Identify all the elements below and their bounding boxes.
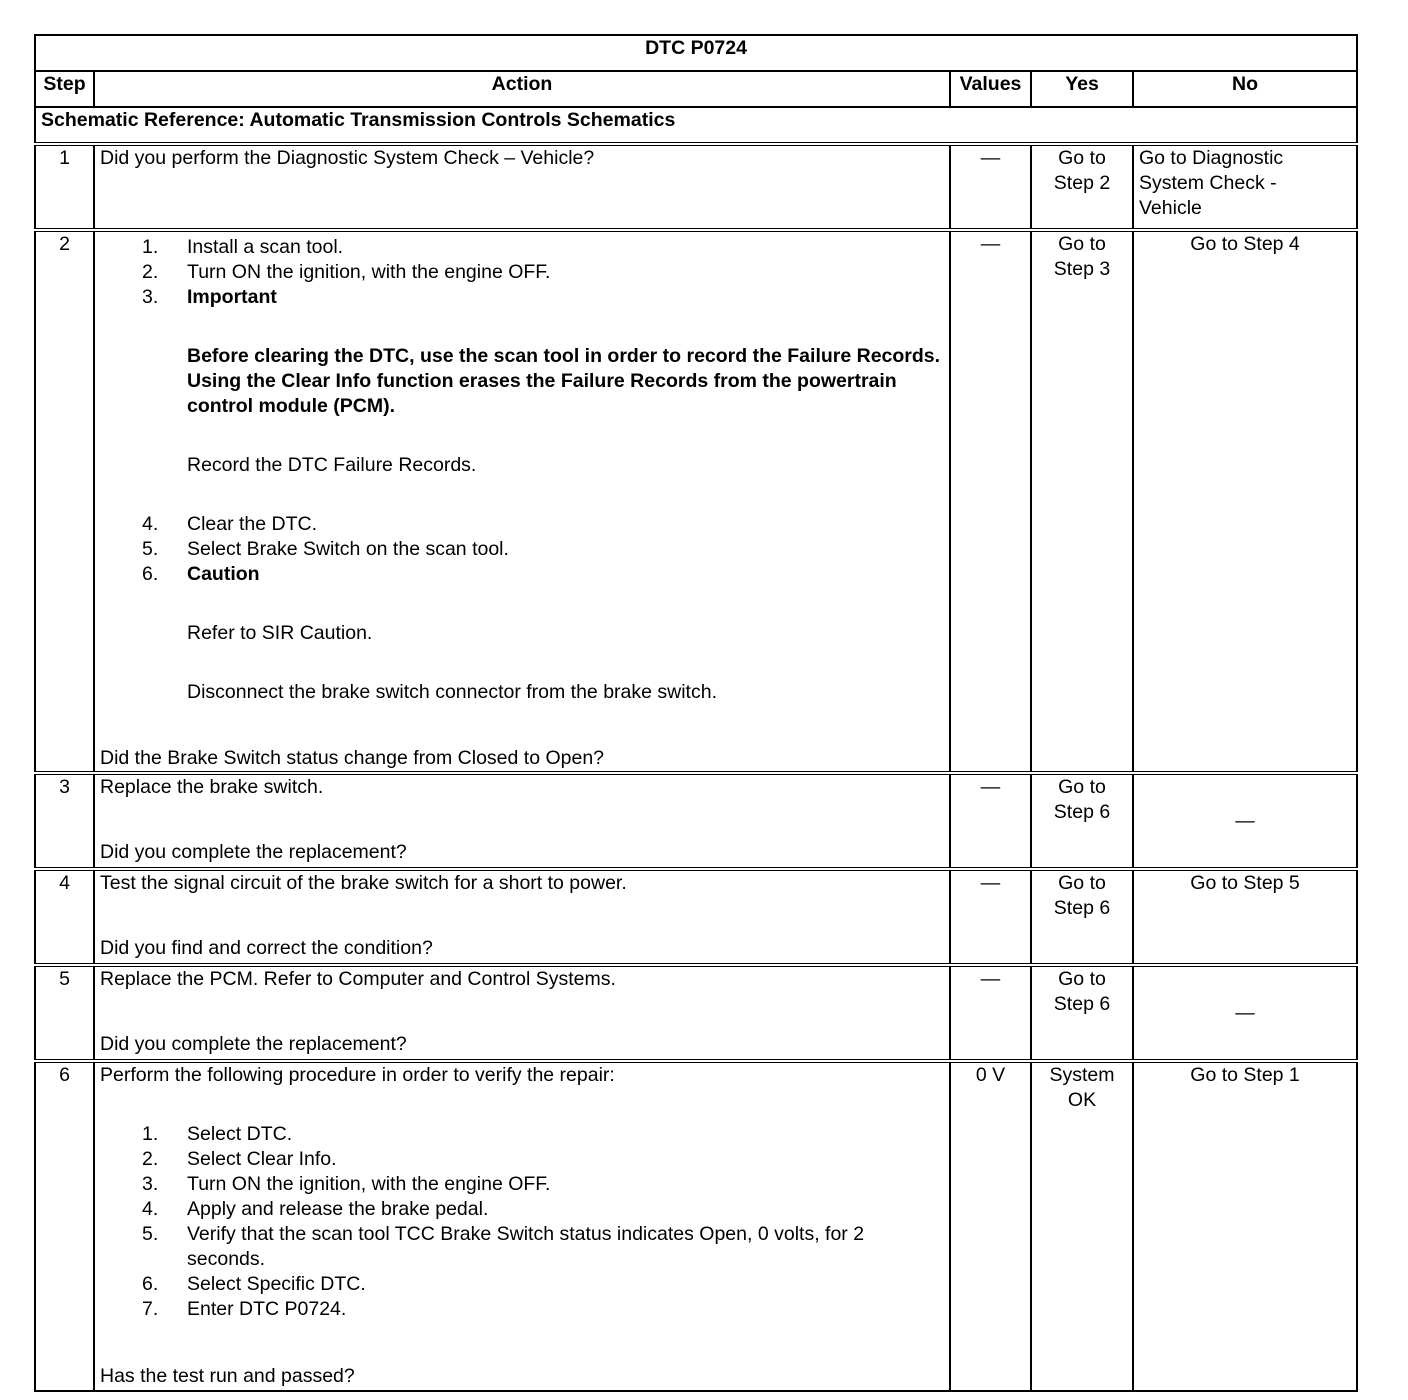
step-values: —	[950, 144, 1031, 230]
yes-link-text: Go to Step 3	[1053, 233, 1111, 280]
step-number: 6	[35, 1061, 94, 1391]
schematic-reference: Schematic Reference: Automatic Transmission Controls Schematics	[35, 107, 1357, 144]
step-yes	[1031, 965, 1133, 1061]
step-instruction: Replace the brake switch.	[100, 776, 324, 798]
step-action	[94, 869, 950, 965]
caution-note: Refer to SIR Caution.	[187, 622, 373, 644]
step-number: 2	[35, 230, 94, 773]
list-item: 6. Caution	[142, 563, 260, 585]
step-no	[1133, 144, 1357, 230]
list-item: 7. Enter DTC P0724.	[142, 1298, 347, 1320]
list-item: 3. Important	[142, 286, 277, 308]
step-values: —	[950, 230, 1031, 773]
list-item: 3. Turn ON the ignition, with the engine OFF.	[142, 1173, 551, 1195]
step-number: 5	[35, 965, 94, 1061]
dtc-table	[34, 34, 1358, 1392]
yes-link-text: System OK	[1049, 1064, 1115, 1111]
step-values: —	[950, 965, 1031, 1061]
table-row	[35, 965, 1357, 1061]
table-title: DTC P0724	[35, 35, 1357, 71]
list-item: 6. Select Specific DTC.	[142, 1273, 366, 1295]
table-row	[35, 869, 1357, 965]
header-yes: Yes	[1031, 71, 1133, 107]
step-yes	[1031, 230, 1133, 773]
list-item: 4. Apply and release the brake pedal.	[142, 1198, 489, 1220]
step-no: —	[1133, 773, 1357, 869]
yes-link-text: Go to Step 6	[1053, 872, 1111, 919]
step-instruction: Replace the PCM. Refer to Computer and Control Systems.	[100, 968, 616, 990]
no-link-text: Go to Diagnostic System Check - Vehicle	[1139, 147, 1284, 219]
list-item: 2. Select Clear Info.	[142, 1148, 337, 1170]
list-item: 5. Verify that the scan tool TCC Brake Switch status indicates Open, 0 volts, for 2 seconds.	[142, 1223, 865, 1270]
list-item: 1. Select DTC.	[142, 1123, 293, 1145]
header-action: Action	[94, 71, 950, 107]
step-instruction: Test the signal circuit of the brake switch for a short to power.	[100, 872, 627, 894]
step-number: 3	[35, 773, 94, 869]
step-values: —	[950, 869, 1031, 965]
step-values: 0 V	[950, 1061, 1031, 1391]
header-no: No	[1133, 71, 1357, 107]
list-item: 1. Install a scan tool.	[142, 236, 344, 258]
disconnect-text: Disconnect the brake switch connector from the brake switch.	[187, 681, 717, 703]
step-question: Has the test run and passed?	[100, 1365, 355, 1387]
step-values: —	[950, 773, 1031, 869]
header-step: Step	[35, 71, 94, 107]
step-no: Go to Step 4	[1133, 230, 1357, 773]
step-yes	[1031, 1061, 1133, 1391]
header-values: Values	[950, 71, 1031, 107]
list-item: 2. Turn ON the ignition, with the engine OFF.	[142, 261, 551, 283]
step-yes	[1031, 144, 1133, 230]
table-row	[35, 773, 1357, 869]
list-item: 5. Select Brake Switch on the scan tool.	[142, 538, 509, 560]
step-yes	[1031, 869, 1133, 965]
step-action	[94, 965, 950, 1061]
step-question: Did you complete the replacement?	[100, 1033, 407, 1055]
step-yes	[1031, 773, 1133, 869]
yes-link-text: Go to Step 6	[1053, 776, 1111, 823]
table-row	[35, 144, 1357, 230]
step-number: 1	[35, 144, 94, 230]
step-no: —	[1133, 965, 1357, 1061]
step-question: Did you find and correct the condition?	[100, 937, 433, 959]
yes-link-text: Go to Step 2	[1053, 147, 1111, 194]
step-question: Did you perform the Diagnostic System Check – Vehicle?	[100, 147, 595, 169]
important-note: Before clearing the DTC, use the scan tool in order to record the Failure Records. Using the Clear Info function erases the Failure Records from the powertrain control module (PCM).	[187, 345, 941, 417]
list-item: 4. Clear the DTC.	[142, 513, 318, 535]
step-question: Did the Brake Switch status change from Closed to Open?	[100, 747, 605, 769]
step-question: Did you complete the replacement?	[100, 841, 407, 863]
step-action	[94, 1061, 950, 1391]
step-number: 4	[35, 869, 94, 965]
table-row	[35, 1061, 1357, 1391]
step-instruction: Perform the following procedure in order to verify the repair:	[100, 1064, 615, 1086]
step-action	[94, 144, 950, 230]
step-action	[94, 773, 950, 869]
step-action	[94, 230, 950, 773]
step-no: Go to Step 1	[1133, 1061, 1357, 1391]
yes-link-text: Go to Step 6	[1053, 968, 1111, 1015]
step-no: Go to Step 5	[1133, 869, 1357, 965]
record-text: Record the DTC Failure Records.	[187, 454, 477, 476]
table-row	[35, 230, 1357, 773]
